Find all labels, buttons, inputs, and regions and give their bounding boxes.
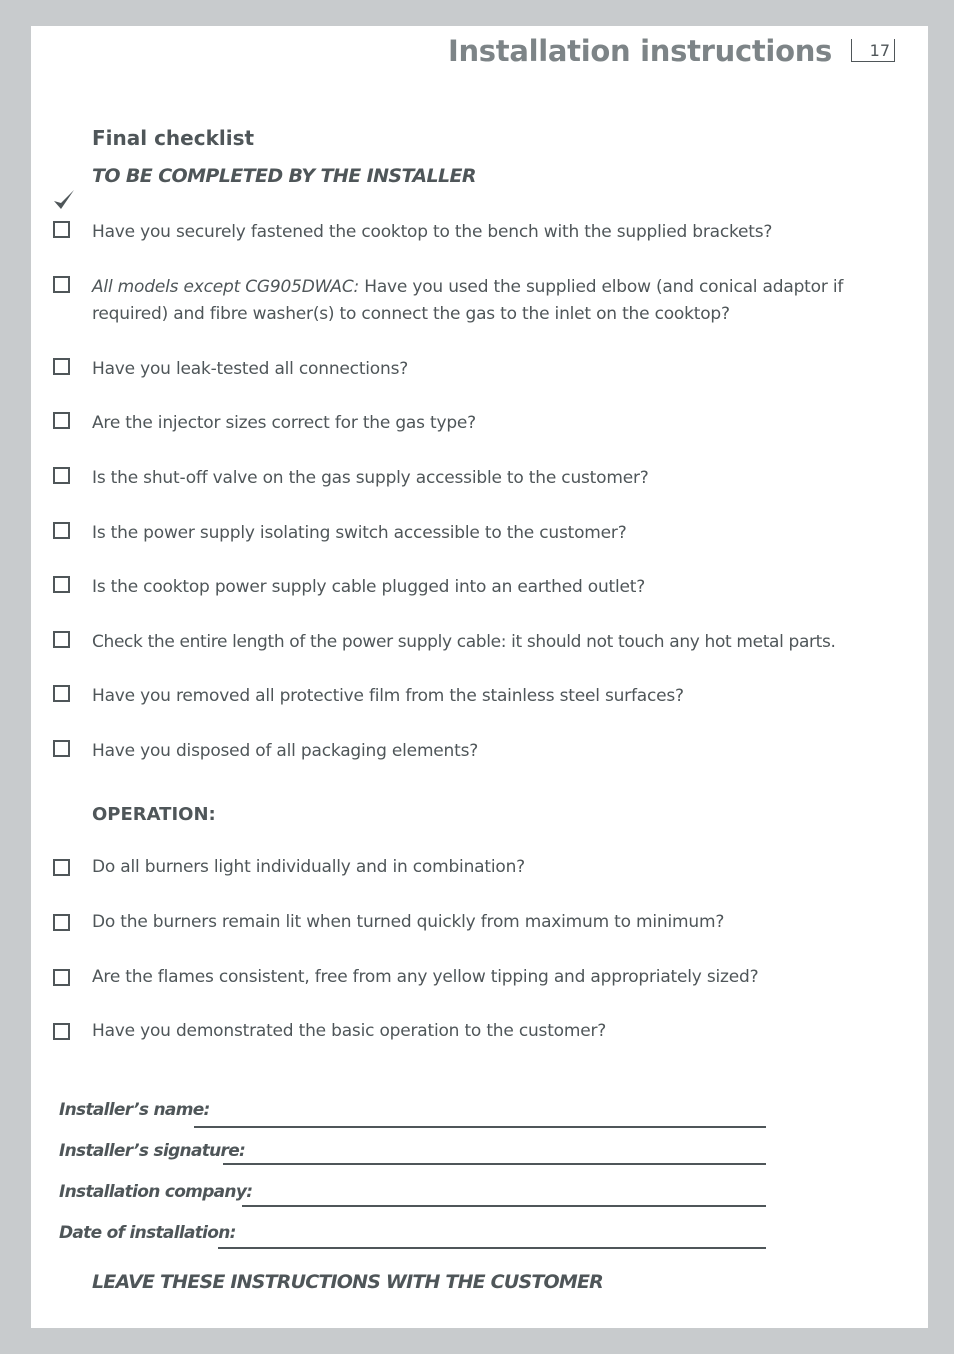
date-of-installation-row (59, 1223, 799, 1253)
checklist-item-text: Check the entire length of the power supply cable: it should not touch any hot metal parts. (92, 632, 836, 652)
checklist-item-body: Have you used the supplied elbow (and conical adaptor if required) and fibre washer(s) to connect the gas to the inlet on the cooktop? (92, 277, 844, 324)
checklist-subtitle: TO BE COMPLETED BY THE INSTALLER (92, 165, 476, 187)
checkbox-icon[interactable] (53, 358, 70, 375)
checklist-item-text: Have you demonstrated the basic operation to the customer? (92, 1021, 607, 1041)
checkbox-icon[interactable] (53, 276, 70, 293)
checklist-title: Final checklist (92, 126, 255, 150)
installer-name-field[interactable] (194, 1126, 766, 1128)
checklist-item-text: Is the cooktop power supply cable plugged into an earthed outlet? (92, 577, 646, 597)
checkbox-icon[interactable] (53, 859, 70, 876)
check-icon (52, 189, 76, 213)
checklist-item-text: Are the injector sizes correct for the gas type? (92, 413, 476, 433)
checkbox-icon[interactable] (53, 522, 70, 539)
checkbox-icon[interactable] (53, 631, 70, 648)
checkbox-icon[interactable] (53, 412, 70, 429)
operation-title: OPERATION: (92, 804, 216, 825)
installer-signature-row (59, 1141, 799, 1171)
checklist-item-text: Have you removed all protective film from the stainless steel surfaces? (92, 686, 684, 706)
footer-note: LEAVE THESE INSTRUCTIONS WITH THE CUSTOMER (92, 1271, 603, 1293)
checkbox-icon[interactable] (53, 914, 70, 931)
checklist-item-text: Is the power supply isolating switch accessible to the customer? (92, 523, 627, 543)
checklist-item-text (92, 274, 872, 328)
installation-company-label: Installation company: (59, 1182, 253, 1202)
checklist-item-text: Do the burners remain lit when turned quickly from maximum to minimum? (92, 912, 725, 932)
checklist-item-text: Have you securely fastened the cooktop to the bench with the supplied brackets? (92, 222, 773, 242)
installation-company-row (59, 1182, 799, 1212)
checkbox-icon[interactable] (53, 685, 70, 702)
checklist-item-text: Have you disposed of all packaging elements? (92, 741, 479, 761)
date-of-installation-label: Date of installation: (59, 1223, 236, 1243)
installer-name-row (59, 1100, 799, 1130)
installer-signature-field[interactable] (223, 1163, 766, 1165)
installation-company-field[interactable] (242, 1205, 766, 1207)
date-of-installation-field[interactable] (218, 1247, 766, 1249)
page-header-title: Installation instructions (447, 34, 832, 68)
checkbox-icon[interactable] (53, 221, 70, 238)
checkbox-icon[interactable] (53, 969, 70, 986)
checklist-item-text: Is the shut-off valve on the gas supply accessible to the customer? (92, 468, 649, 488)
document-page (31, 26, 928, 1328)
page-number: 17 (851, 39, 895, 62)
model-note: All models except CG905DWAC: (92, 277, 360, 297)
checkbox-icon[interactable] (53, 467, 70, 484)
installer-name-label: Installer’s name: (59, 1100, 210, 1120)
checklist-item-text: Have you leak-tested all connections? (92, 359, 409, 379)
checkbox-icon[interactable] (53, 740, 70, 757)
checkbox-icon[interactable] (53, 576, 70, 593)
installer-signature-label: Installer’s signature: (59, 1141, 246, 1161)
checkbox-icon[interactable] (53, 1023, 70, 1040)
checklist-item-text: Do all burners light individually and in combination? (92, 857, 525, 877)
checklist-item-text: Are the flames consistent, free from any yellow tipping and appropriately sized? (92, 967, 759, 987)
